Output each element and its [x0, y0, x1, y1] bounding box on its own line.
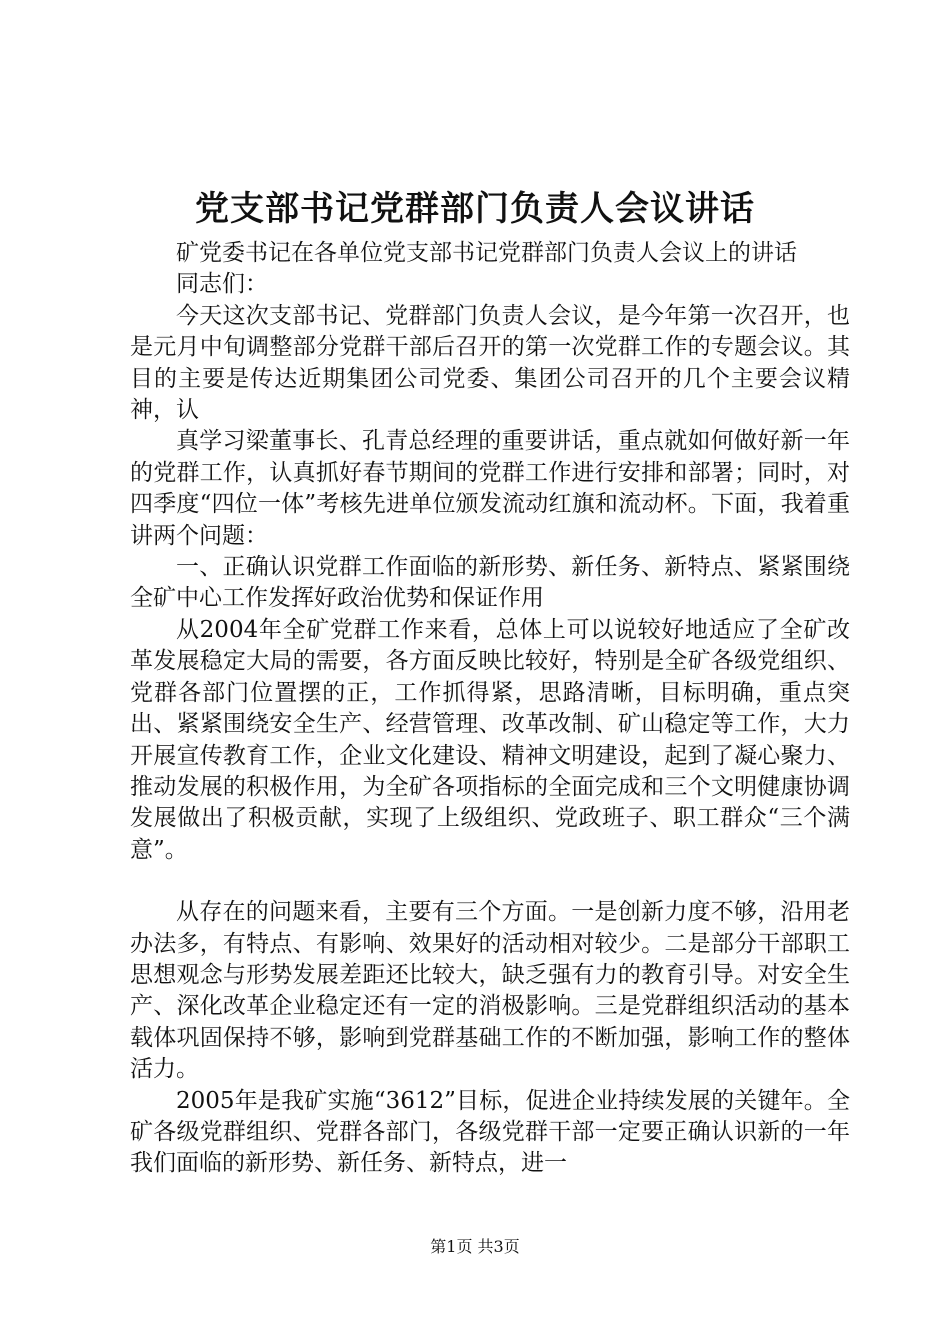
paragraph: 真学习梁董事长、孔青总经理的重要讲话，重点就如何做好新一年的党群工作，认真抓好春节期间的党群工作进行安排和部署；同时，对四季度“四位一体”考核先进单位颁发流动红旗和流动杯。下面，我着重讲两个问题：	[130, 428, 850, 549]
paragraph-heading-line: 矿党委书记在各单位党支部书记党群部门负责人会议上的讲话	[176, 240, 797, 266]
document-body	[130, 238, 850, 1180]
paragraph: 2005年是我矿实施“3612”目标，促进企业持续发展的关键年。全矿各级党群组织、党群各部门，各级党群干部一定要正确认识新的一年我们面临的新形势、新任务、新特点，进一	[130, 1087, 850, 1177]
paragraph: 从2004年全矿党群工作来看，总体上可以说较好地适应了全矿改革发展稳定大局的需要，各方面反映比较好，特别是全矿各级党组织、党群各部门位置摆的正，工作抓得紧，思路清晰，目标明确，重点突出、紧紧围绕安全生产、经营管理、改革改制、矿山稳定等工作，大力开展宣传教育工作，企业文化建设、精神文明建设，起到了凝心聚力、推动发展的积极作用，为全矿各项指标的全面完成和三个文明健康协调发展做出了积极贡献，实现了上级组织、党政班子、职工群众“三个满意”。	[130, 616, 850, 863]
paragraph-gap	[130, 866, 850, 897]
section-heading: 一、正确认识党群工作面临的新形势、新任务、新特点、紧紧围绕全矿中心工作发挥好政治优势和保证作用	[130, 554, 850, 612]
paragraph: 从存在的问题来看，主要有三个方面。一是创新力度不够，沿用老办法多，有特点、有影响、效果好的活动相对较少。二是部分干部职工思想观念与形势发展差距还比较大，缺乏强有力的教育引导。对安全生产、深化改革企业稳定还有一定的消极影响。三是党群组织活动的基本载体巩固保持不够，影响到党群基础工作的不断加强，影响工作的整体活力。	[130, 899, 850, 1083]
document-title: 党支部书记党群部门负责人会议讲话	[195, 189, 755, 229]
page-footer: 第1页 共3页	[430, 1237, 520, 1256]
paragraph: 今天这次支部书记、党群部门负责人会议，是今年第一次召开，也是元月中旬调整部分党群干部后召开的第一次党群工作的专题会议。其目的主要是传达近期集团公司党委、集团公司召开的几个主要会议精神，认	[130, 302, 850, 424]
paragraph-salutation: 同志们：	[176, 271, 268, 298]
